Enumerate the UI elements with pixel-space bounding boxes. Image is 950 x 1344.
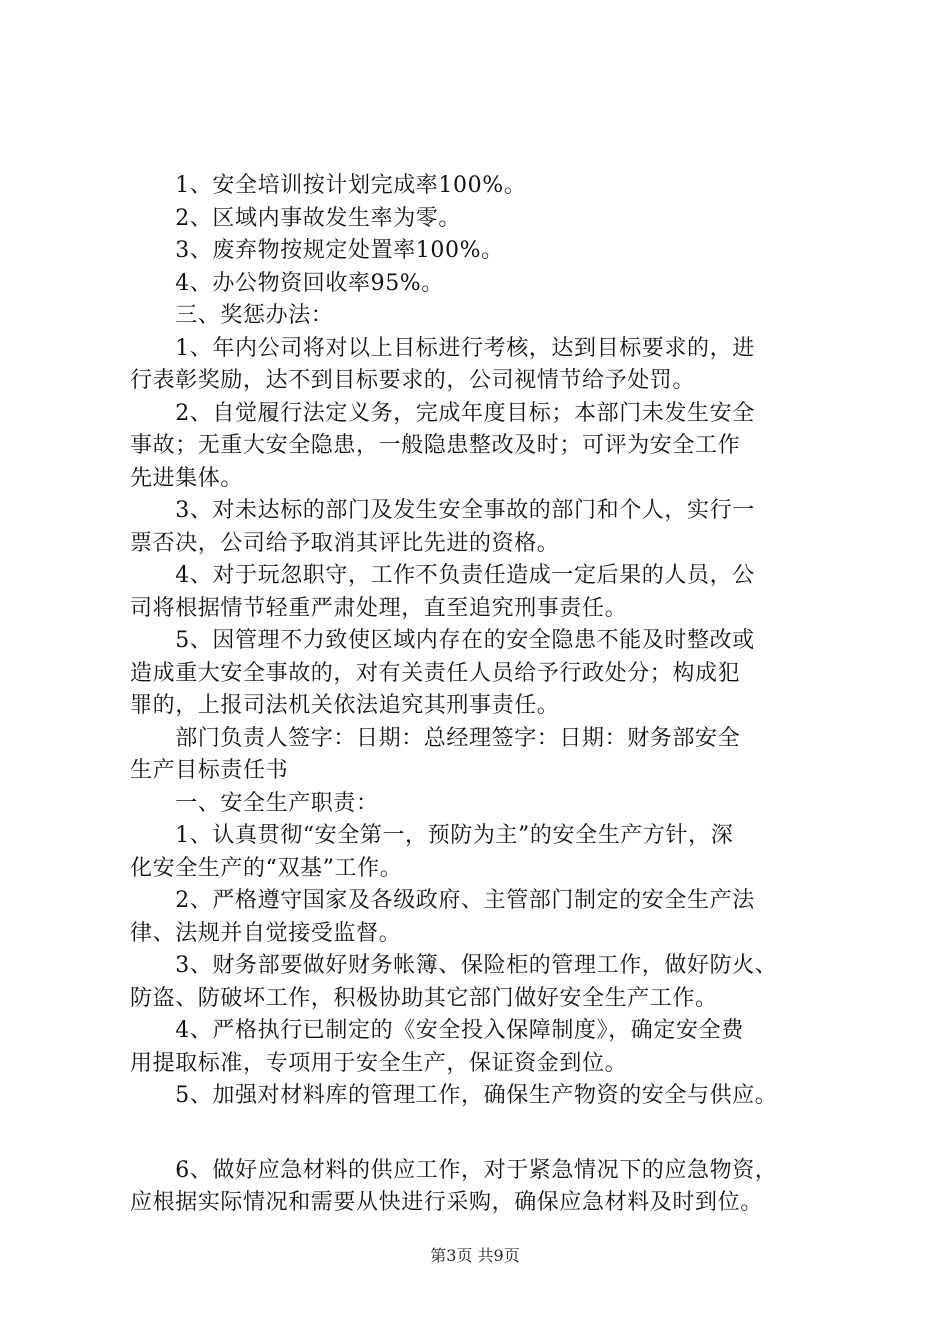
body-line: 1、年内公司将对以上目标进行考核，达到目标要求的，进 [130, 335, 755, 361]
body-line: 生产目标责任书 [130, 758, 289, 783]
body-line: 罪的，上报司法机关依法追究其刑事责任。 [130, 693, 560, 718]
body-line: 1、认真贯彻“安全第一，预防为主”的安全生产方针，深 [130, 823, 734, 848]
body-line: 3、废弃物按规定处置率100%。 [130, 238, 504, 263]
signature-line: 部门负责人签字：日期：总经理签字：日期：财务部安全 [130, 725, 741, 751]
body-line: 3、财务部要做好财务帐簿、保险柜的管理工作，做好防火、 [130, 953, 778, 978]
section-heading: 一、安全生产职责： [130, 790, 379, 816]
body-line: 司将根据情节轻重严肃处理，直至追究刑事责任。 [130, 595, 628, 621]
body-line: 4、严格执行已制定的《安全投入保障制度》，确定安全费 [130, 1018, 744, 1043]
body-line: 5、因管理不力致使区域内存在的安全隐患不能及时整改或 [130, 628, 755, 653]
body-line: 2、严格遵守国家及各级政府、主管部门制定的安全生产法 [130, 888, 755, 913]
document-body [130, 170, 835, 1220]
body-line: 票否决，公司给予取消其评比先进的资格。 [130, 530, 560, 556]
body-line: 防盗、防破坏工作，积极协助其它部门做好安全生产工作。 [130, 985, 718, 1011]
section-heading: 三、奖惩办法： [130, 303, 334, 328]
body-line: 律、法规并自觉接受监督。 [130, 920, 402, 946]
body-line: 用提取标准，专项用于安全生产，保证资金到位。 [130, 1050, 628, 1076]
body-line: 6、做好应急材料的供应工作，对于紧急情况下的应急物资， [130, 1157, 778, 1183]
body-line: 4、对于玩忽职守，工作不负责任造成一定后果的人员，公 [130, 563, 755, 588]
body-line: 2、自觉履行法定义务，完成年度目标；本部门未发生安全 [130, 400, 755, 426]
body-line: 2、区域内事故发生率为零。 [130, 205, 461, 231]
body-line: 先进集体。 [130, 465, 244, 491]
body-line: 1、安全培训按计划完成率100%。 [130, 173, 527, 198]
body-line: 4、办公物资回收率95%。 [130, 270, 444, 296]
body-line: 应根据实际情况和需要从快进行采购，确保应急材料及时到位。 [130, 1190, 763, 1215]
paragraph-gap [130, 1113, 835, 1155]
body-line: 造成重大安全事故的，对有关责任人员给予行政处分；构成犯 [130, 660, 741, 686]
body-line: 行表彰奖励，达不到目标要求的，公司视情节给予处罚。 [130, 368, 696, 393]
body-line: 化安全生产的“双基”工作。 [130, 855, 403, 881]
page-footer: 第3页 共9页 [430, 1246, 520, 1265]
body-line: 5、加强对材料库的管理工作，确保生产物资的安全与供应。 [130, 1083, 778, 1108]
body-line: 事故；无重大安全隐患，一般隐患整改及时；可评为安全工作 [130, 433, 741, 458]
body-line: 3、对未达标的部门及发生安全事故的部门和个人，实行一 [130, 498, 755, 523]
